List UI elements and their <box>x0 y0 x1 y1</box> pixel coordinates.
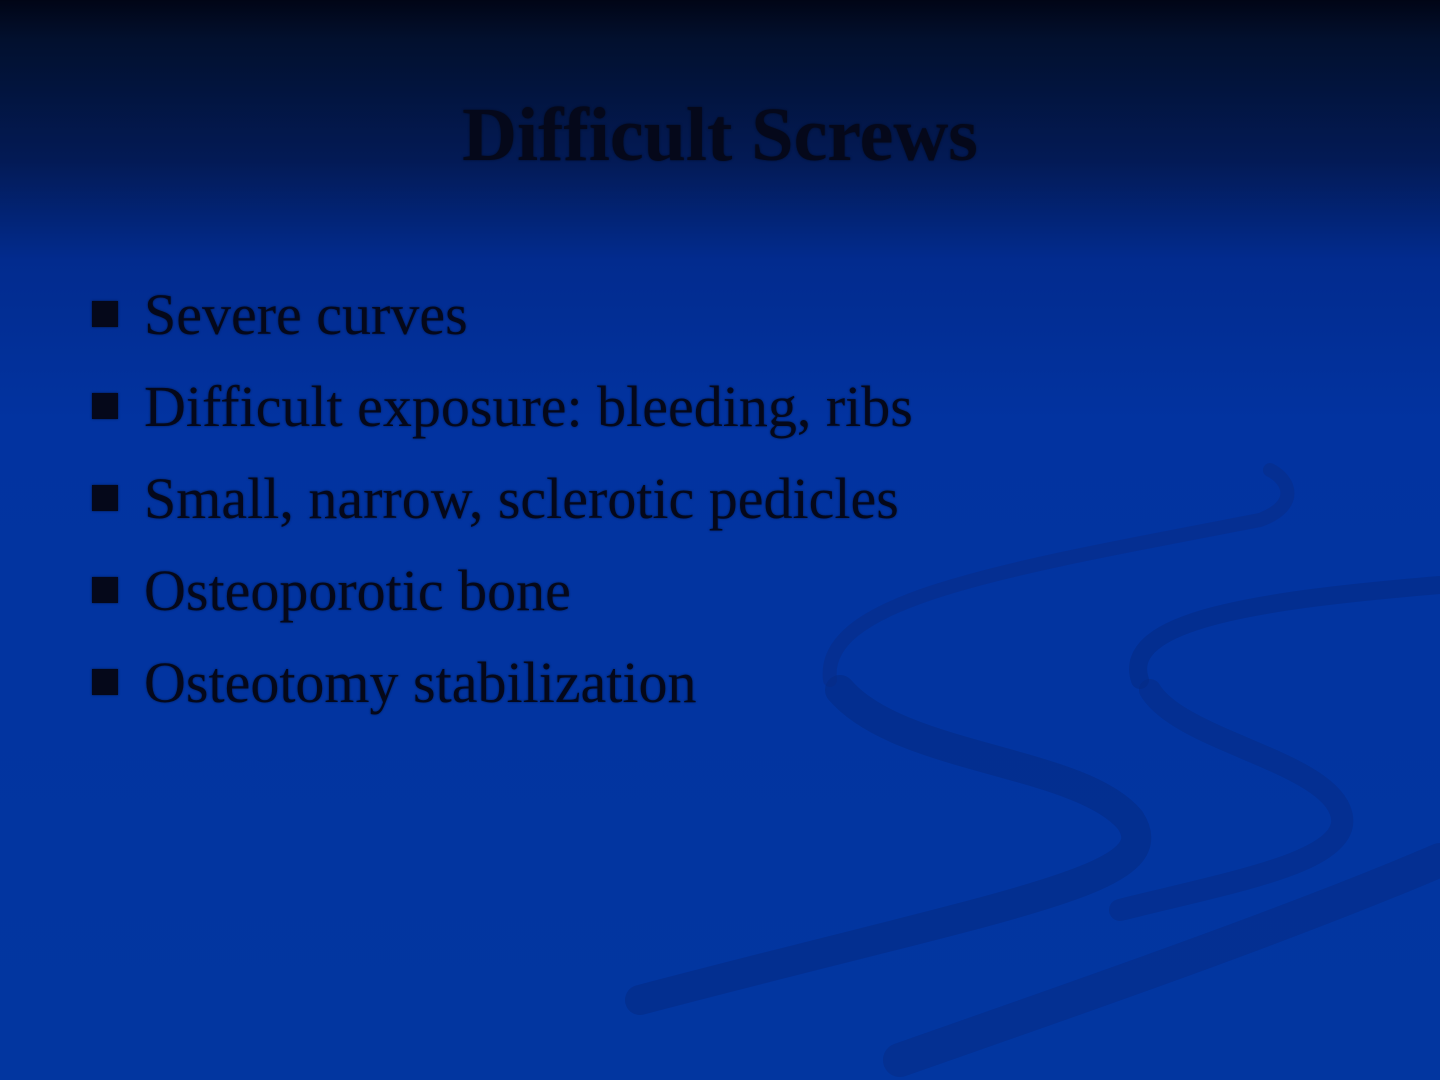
bullet-text: Osteoporotic bone <box>144 557 571 623</box>
square-bullet-icon <box>92 577 118 603</box>
slide-title: Difficult Screws <box>462 93 978 177</box>
bullet-text: Osteotomy stabilization <box>144 649 697 715</box>
bullet-item <box>92 452 913 544</box>
square-bullet-icon <box>92 393 118 419</box>
square-bullet-icon <box>92 485 118 511</box>
bullet-item <box>92 544 913 636</box>
bullet-text: Small, narrow, sclerotic pedicles <box>144 465 899 531</box>
bullet-item <box>92 636 913 728</box>
square-bullet-icon <box>92 669 118 695</box>
bullet-item <box>92 268 913 360</box>
bullet-item <box>92 360 913 452</box>
square-bullet-icon <box>92 301 118 327</box>
bullet-list <box>92 268 913 728</box>
bullet-text: Difficult exposure: bleeding, ribs <box>144 373 913 439</box>
bullet-text: Severe curves <box>144 281 468 347</box>
